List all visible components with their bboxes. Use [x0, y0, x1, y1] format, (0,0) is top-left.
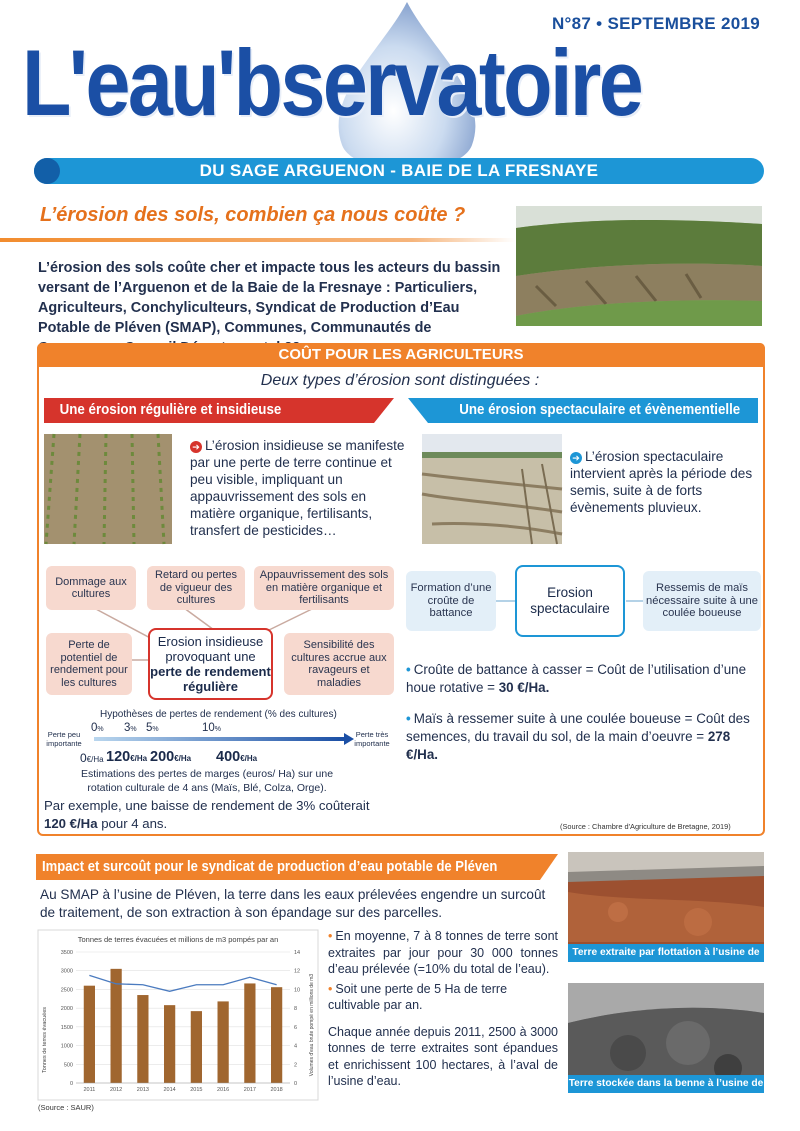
chart-ytick-label: 0: [69, 1081, 73, 1087]
chart-y2tick-label: 4: [294, 1043, 298, 1050]
chart-ytick-label: 3000: [60, 968, 73, 975]
hypothesis-title: Hypothèses de pertes de rendement (% des cultures): [100, 709, 337, 720]
resowing-cost-bullet: • Maïs à ressemer suite à une coulée boueuse = Coût des semences, du travail du sol, de la main d’oeuvre = 278 €/Ha.: [406, 711, 750, 762]
chart-bar: [164, 1005, 175, 1083]
chart-y2tick-label: 10: [294, 987, 301, 994]
smap-fact-3: Chaque année depuis 2011, 2500 à 3000 tonnes de terre extraites sont épandues et enrichissent 100 hectares, à l’aval de l’usine d’eau.: [328, 1024, 558, 1088]
resowing-box: Ressemis de maïs nécessaire suite à une coulée boueuse: [643, 571, 761, 631]
smap-intro: Au SMAP à l’usine de Pléven, la terre dans les eaux prélevées engendre un surcoût de traitement, de son extraction à son épandage sur des parcelles.: [40, 887, 546, 920]
crust-formation-box: Formation d’une croûte de battance: [406, 571, 496, 631]
chart-y2tick-label: 2: [294, 1062, 298, 1069]
chart-y2tick-label: 8: [294, 1006, 298, 1013]
red-arrow-icon: ➔: [190, 441, 202, 453]
chart-y2tick-label: 12: [294, 968, 301, 975]
percent-10: 10%: [202, 722, 222, 734]
soil-evacuated-chart: [38, 930, 318, 1100]
damage-crops-box: Dommage aux cultures: [46, 566, 136, 610]
chart-xtick-label: 2012: [110, 1087, 123, 1093]
chamber-source: (Source : Chambre d'Agriculture de Bretagne, 2019): [560, 822, 731, 831]
chart-xtick-label: 2016: [217, 1087, 230, 1093]
chart-xtick-label: 2018: [270, 1087, 283, 1093]
chart-xtick-label: 2013: [136, 1087, 149, 1093]
cost-120: 120€/Ha: [106, 749, 148, 765]
insidious-erosion-banner-text: Une érosion régulière et insidieuse: [59, 402, 282, 418]
smap-banner-text: Impact et surcoût pour le syndicat de production d’eau potable de Pléven: [42, 859, 498, 875]
subtitle-bar-lip: [34, 158, 60, 184]
smap-facts: [328, 928, 558, 1090]
chart-xtick-label: 2017: [243, 1087, 256, 1093]
chart-ytick-label: 2000: [60, 1006, 73, 1013]
soil-depletion-box: Appauvrissement des sols en matière organique et fertilisants: [254, 566, 394, 610]
intro-paragraph: L’érosion des sols coûte cher et impacte tous les acteurs du bassin versant de l’Arguenon et de la Baie de la Fresnaye : Particuliers, Agriculteurs, Conchyliculteurs, Syndicat de Production d’Eau Potable de Pléven (SMAP), Communes, Communautés de: [38, 260, 501, 336]
blue-arrow-icon: ➔: [570, 452, 582, 464]
chart-bar: [137, 995, 148, 1083]
chart-xtick-label: 2015: [190, 1087, 203, 1093]
scale-right-label: Perte très importante: [354, 730, 390, 748]
issue-number: N°87 • SEPTEMBRE 2019: [551, 14, 760, 33]
chart-bar: [271, 987, 282, 1083]
chart-y2label: Volumes d'eau brute pompé en millions de m3: [309, 973, 315, 1077]
flotation-photo: [568, 852, 764, 976]
farmers-cost-title: COÛT POUR LES AGRICULTEURS: [37, 343, 765, 367]
percent-5: 5%: [146, 722, 159, 734]
flotation-caption: Terre extraite par flottation à l’usine de Pléven: [568, 944, 764, 962]
scale-left-label: Perte peu importante: [46, 730, 82, 748]
eroded-field-photo: [422, 434, 562, 544]
embankment-photo: [516, 206, 762, 326]
yield-potential-loss-box: Perte de potentiel de rendement pour les cultures: [46, 633, 132, 695]
chart-bar: [244, 983, 255, 1083]
chart-y2tick-label: 6: [294, 1024, 298, 1031]
chart-bar: [84, 986, 95, 1083]
example-end: pour 4 ans.: [101, 816, 168, 831]
insidious-erosion-description-text: L’érosion insidieuse se manifeste par une perte de terre continue et peu visible, impliquant un appauvrissement des sols en matière organique, fertilisants, transfert de pesticides…: [190, 438, 405, 538]
chart-bar: [191, 1011, 202, 1083]
cost-0: 0€/Ha: [80, 751, 104, 765]
spectacular-erosion-description-text: L’érosion spectaculaire intervient après la période des semis, suite à de forts évènements pluvieux.: [570, 449, 753, 515]
headline-rule: [0, 238, 515, 242]
spectacular-cost-bullets: [406, 661, 756, 777]
spectacular-erosion-center-box: Erosion spectaculaire: [515, 565, 625, 637]
chart-ytick-label: 1500: [60, 1024, 73, 1031]
subtitle-text: DU SAGE ARGUENON - BAIE DE LA FRESNAYE: [199, 161, 599, 180]
insidious-erosion-description: [190, 437, 405, 539]
newsletter-logo: L'eau'bservatoire: [22, 30, 642, 135]
storage-caption: Terre stockée dans la benne à l’usine de Pléven: [568, 1075, 764, 1093]
insidious-erosion-center-box: [148, 628, 273, 700]
crop-field-photo: [44, 434, 172, 544]
chart-ytick-label: 3500: [60, 950, 73, 956]
chart-bar: [218, 1001, 229, 1083]
chart-ylabel: Tonnes de terres évacuées: [42, 1006, 48, 1074]
subtitle-bar: [34, 158, 764, 184]
example-value: 120 €/Ha: [44, 816, 98, 831]
chart-ytick-label: 500: [63, 1062, 73, 1069]
chart-ytick-label: 1000: [60, 1043, 73, 1050]
two-types-subtitle: Deux types d’érosion sont distinguées :: [260, 372, 540, 389]
crust-cost-bullet: • Croûte de battance à casser = Coût de l’utilisation d’une houe rotative = 30 €/Ha.: [406, 662, 747, 695]
spectacular-erosion-description: [570, 448, 755, 516]
center-box-line2: perte de rendement régulière: [150, 664, 271, 694]
margin-loss-estimate: Estimations des pertes de marges (euros/ Ha) sur une rotation culturale de 4 ans (Maïs, Blé, Colza, Orge).: [80, 768, 334, 794]
chart-title: Tonnes de terres évacuées et millions de m3 pompés par an: [77, 935, 279, 944]
chart-bar: [111, 969, 122, 1083]
example-sentence: Par exemple, une baisse de rendement de 3% coûterait: [44, 798, 370, 813]
chart-xtick-label: 2014: [163, 1087, 176, 1093]
chart-ytick-label: 2500: [60, 987, 73, 994]
percent-3: 3%: [124, 722, 137, 734]
smap-fact-2: • Soit une perte de 5 Ha de terre cultivable par an.: [328, 981, 508, 1012]
chart-y2tick-label: 0: [294, 1081, 298, 1087]
cost-400: 400€/Ha: [216, 749, 258, 765]
vigor-loss-box: Retard ou pertes de vigueur des cultures: [147, 566, 245, 610]
insidious-erosion-banner: [44, 398, 394, 423]
main-headline: L’érosion des sols, combien ça nous coûte ?: [40, 204, 466, 226]
smap-banner: [36, 854, 558, 880]
spectacular-erosion-banner-text: Une érosion spectaculaire et évènementielle: [458, 402, 740, 418]
percent-0: 0%: [91, 722, 104, 734]
spectacular-erosion-banner: [408, 398, 758, 423]
saur-source: (Source : SAUR): [38, 1103, 94, 1112]
pest-sensitivity-box: Sensibilité des cultures accrue aux ravageurs et maladies: [284, 633, 394, 695]
smap-fact-1: • En moyenne, 7 à 8 tonnes de terre sont extraites par jour pour 30 000 tonnes d’eau prélevée (=10% du total de l’eau).: [328, 929, 558, 976]
cost-200: 200€/Ha: [150, 749, 192, 765]
chart-xtick-label: 2011: [83, 1087, 96, 1093]
example-text: [44, 797, 374, 833]
center-box-line1: Erosion insidieuse provoquant une: [157, 634, 264, 664]
storage-photo: [568, 983, 764, 1107]
chart-y2tick-label: 14: [294, 950, 301, 956]
